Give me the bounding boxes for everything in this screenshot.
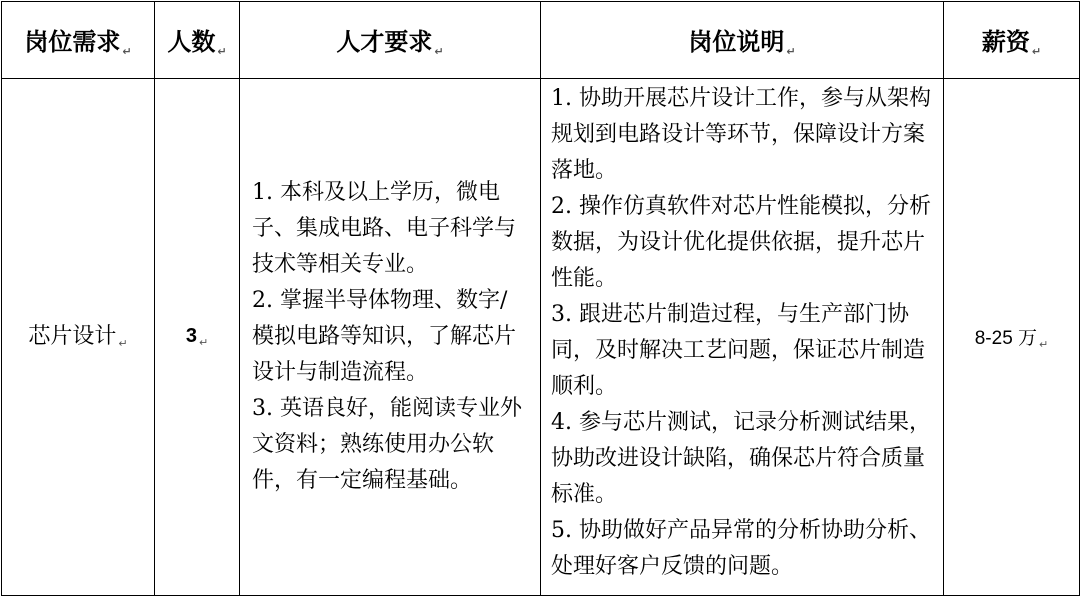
header-count: 人数 $_↵$: [155, 2, 240, 79]
paragraph-mark-icon: ↵: [1031, 45, 1042, 59]
requirement-item: 3. 英语良好，能阅读专业外文资料；熟练使用办公软件，有一定编程基础。: [252, 396, 522, 493]
requirement-item: 2. 掌握半导体物理、数字/模拟电路等知识，了解芯片设计与制造流程。: [252, 288, 517, 385]
description-cell: [541, 79, 944, 596]
description-item: 2. 操作仿真软件对芯片性能模拟，分析数据，为设计优化提供依据，提升芯片性能。: [551, 194, 931, 291]
paragraph-mark-icon: ↵: [217, 45, 227, 59]
header-description: 岗位说明 $_↵$: [541, 2, 944, 79]
header-salary: 薪资 $_↵$: [944, 2, 1080, 79]
salary-cell: 8-25 万 $_↵$: [944, 79, 1080, 596]
paragraph-mark-icon: ↵: [434, 45, 444, 59]
header-requirements: 人才要求 $_↵$: [240, 2, 541, 79]
table-row: [2, 79, 1080, 596]
job-table: [1, 1, 1080, 596]
header-row: [2, 2, 1080, 79]
position-cell: 芯片设计 $_↵$: [2, 79, 155, 596]
paragraph-mark-icon: ↵: [1039, 338, 1049, 352]
description-item: 5. 协助做好产品异常的分析协助分析、处理好客户反馈的问题。: [551, 518, 931, 579]
paragraph-mark-icon: ↵: [786, 45, 796, 59]
requirement-item: 1. 本科及以上学历，微电子、集成电路、电子科学与技术等相关专业。: [252, 180, 517, 277]
paragraph-mark-icon: ↵: [198, 336, 209, 350]
header-position: 岗位需求 $_↵$: [2, 2, 155, 79]
description-item: 3. 跟进芯片制造过程，与生产部门协同，及时解决工艺问题，保证芯片制造顺利。: [551, 302, 926, 399]
paragraph-mark-icon: ↵: [122, 45, 132, 59]
count-cell: 3 $_↵$: [155, 79, 240, 596]
paragraph-mark-icon: ↵: [118, 337, 128, 351]
description-item: 4. 参与芯片测试，记录分析测试结果，协助改进设计缺陷，确保芯片符合质量标准。: [551, 410, 931, 507]
description-item: 1. 协助开展芯片设计工作，参与从架构规划到电路设计等环节，保障设计方案落地。: [551, 86, 931, 183]
requirements-cell: [240, 79, 541, 596]
